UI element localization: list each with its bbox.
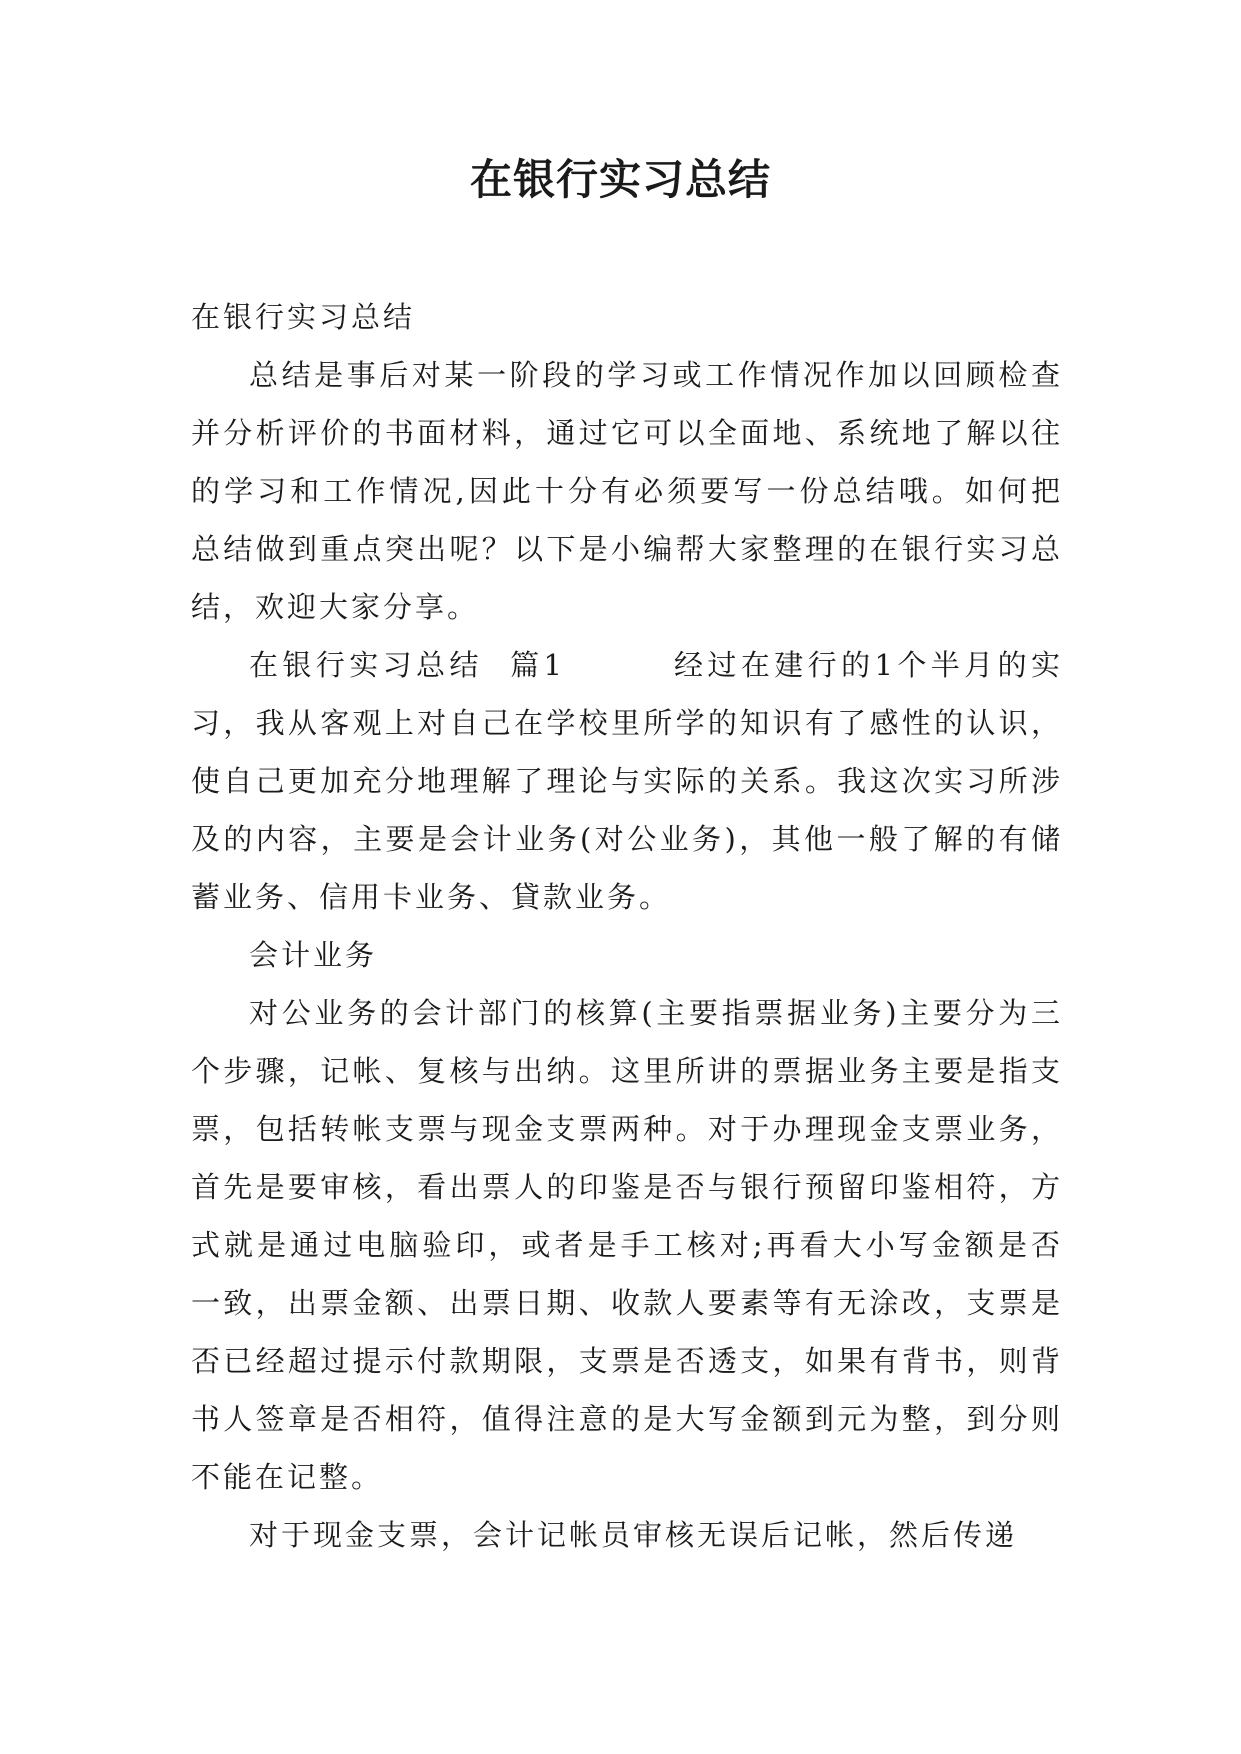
document-body: [191, 288, 1063, 1564]
paragraph-part1: 在银行实习总结 篇1 经过在建行的1个半月的实习，我从客观上对自己在学校里所学的知识有了感性的认识，使自己更加充分地理解了理论与实际的关系。我这次实习所涉及的内容，主要是会计业务(对公业务)，其他一般了解的有储蓄业务、信用卡业务、貸款业务。: [191, 648, 1063, 914]
paragraph-subheading: 会计业务: [249, 938, 378, 972]
paragraph-intro: 总结是事后对某一阶段的学习或工作情况作加以回顾检查并分析评价的书面材料，通过它可以全面地、系统地了解以往的学习和工作情况,因此十分有必须要写一份总结哦。如何把总结做到重点突出呢？以下是小编帮大家整理的在银行实习总结，欢迎大家分享。: [191, 358, 1063, 624]
paragraph-cash-cheque: 对于现金支票，会计记帐员审核无误后记帐，然后传递: [249, 1518, 1018, 1552]
document-title: 在银行实习总结: [469, 155, 771, 204]
paragraph-heading: 在银行实习总结: [191, 300, 416, 334]
paragraph-accounting: 对公业务的会计部门的核算(主要指票据业务)主要分为三个步骤，记帐、复核与出纳。这里所讲的票据业务主要是指支票，包括转帐支票与现金支票两种。对于办理现金支票业务，首先是要审核，看出票人的印鉴是否与银行预留印鉴相符，方式就是通过电脑验印，或者是手工核对;再看大小写金额是否一致，出票金额、出票日期、收款人要素等有无涂改，支票是否已经超过提示付款期限，支票是否透支，如果有背书，则背书人签章是否相符，值得注意的是大写金额到元为整，到分则不能在记整。: [191, 996, 1063, 1494]
